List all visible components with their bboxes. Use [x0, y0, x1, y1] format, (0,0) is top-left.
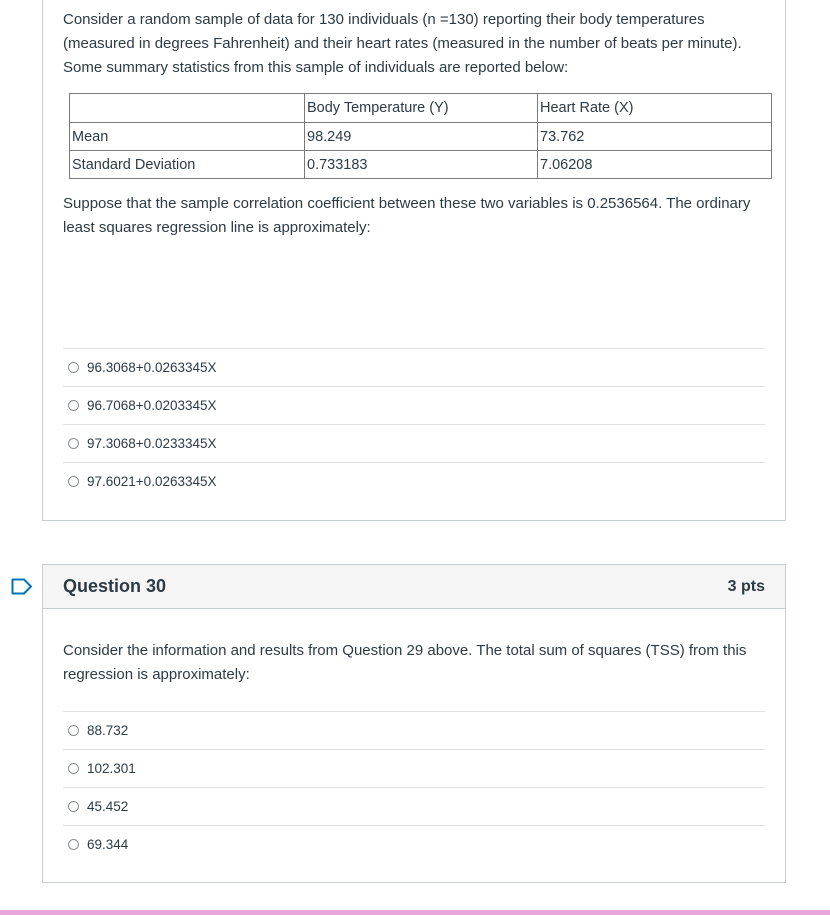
answer-label: 45.452: [87, 799, 129, 814]
answer-option[interactable]: [63, 787, 765, 825]
answer-option[interactable]: [63, 462, 765, 500]
answer-option[interactable]: [63, 825, 765, 863]
radio-button[interactable]: [68, 725, 79, 736]
answer-option[interactable]: [63, 386, 765, 424]
question-29-card: [42, 0, 786, 521]
answer-label: 69.344: [87, 837, 129, 852]
radio-button[interactable]: [68, 801, 79, 812]
question-30-card: [42, 564, 786, 883]
radio-button[interactable]: [68, 400, 79, 411]
answer-option[interactable]: [63, 348, 765, 386]
table-cell: Mean: [70, 123, 305, 151]
question-30-header: [43, 565, 785, 609]
bottom-accent-bar: [0, 910, 830, 915]
summary-statistics-table: [69, 93, 772, 179]
radio-button[interactable]: [68, 763, 79, 774]
table-row: [70, 151, 772, 179]
bookmark-icon[interactable]: [11, 578, 33, 595]
table-header-row: [70, 94, 772, 123]
answer-label: 97.6021+0.0263345X: [87, 474, 217, 489]
question-30-prompt: Consider the information and results from Question 29 above. The total sum of squares (TSS) from this regression is approximately:: [63, 642, 747, 683]
table-header-cell: [70, 94, 305, 123]
question-29-prompt: Suppose that the sample correlation coefficient between these two variables is 0.2536564. The ordinary least squares regression line is approximately:: [63, 195, 751, 236]
answer-label: 102.301: [87, 761, 136, 776]
question-30-answers: [63, 711, 765, 863]
table-cell: 98.249: [305, 123, 538, 151]
answer-label: 88.732: [87, 723, 129, 738]
question-29-intro: Consider a random sample of data for 130 individuals (n =130) reporting their body temperatures (measured in degrees Fahrenheit) and their heart rates (measured in the number of beats per minute). Some summary statistics from this sample of individuals are reported below:: [63, 11, 742, 76]
answer-label: 97.3068+0.0233345X: [87, 436, 217, 451]
table-header-cell: Body Temperature (Y): [305, 94, 538, 123]
radio-button[interactable]: [68, 476, 79, 487]
answer-option[interactable]: [63, 749, 765, 787]
answer-option[interactable]: [63, 711, 765, 749]
table-row: [70, 123, 772, 151]
table-cell: 73.762: [538, 123, 772, 151]
answer-label: 96.3068+0.0263345X: [87, 360, 217, 375]
radio-button[interactable]: [68, 438, 79, 449]
question-29-answers: [63, 348, 765, 500]
table-cell: 0.733183: [305, 151, 538, 179]
question-title: Question 30: [63, 576, 167, 596]
table-header-cell: Heart Rate (X): [538, 94, 772, 123]
table-cell: Standard Deviation: [70, 151, 305, 179]
radio-button[interactable]: [68, 839, 79, 850]
answer-option[interactable]: [63, 424, 765, 462]
question-points: 3 pts: [727, 577, 765, 595]
radio-button[interactable]: [68, 362, 79, 373]
answer-label: 96.7068+0.0203345X: [87, 398, 217, 413]
table-cell: 7.06208: [538, 151, 772, 179]
